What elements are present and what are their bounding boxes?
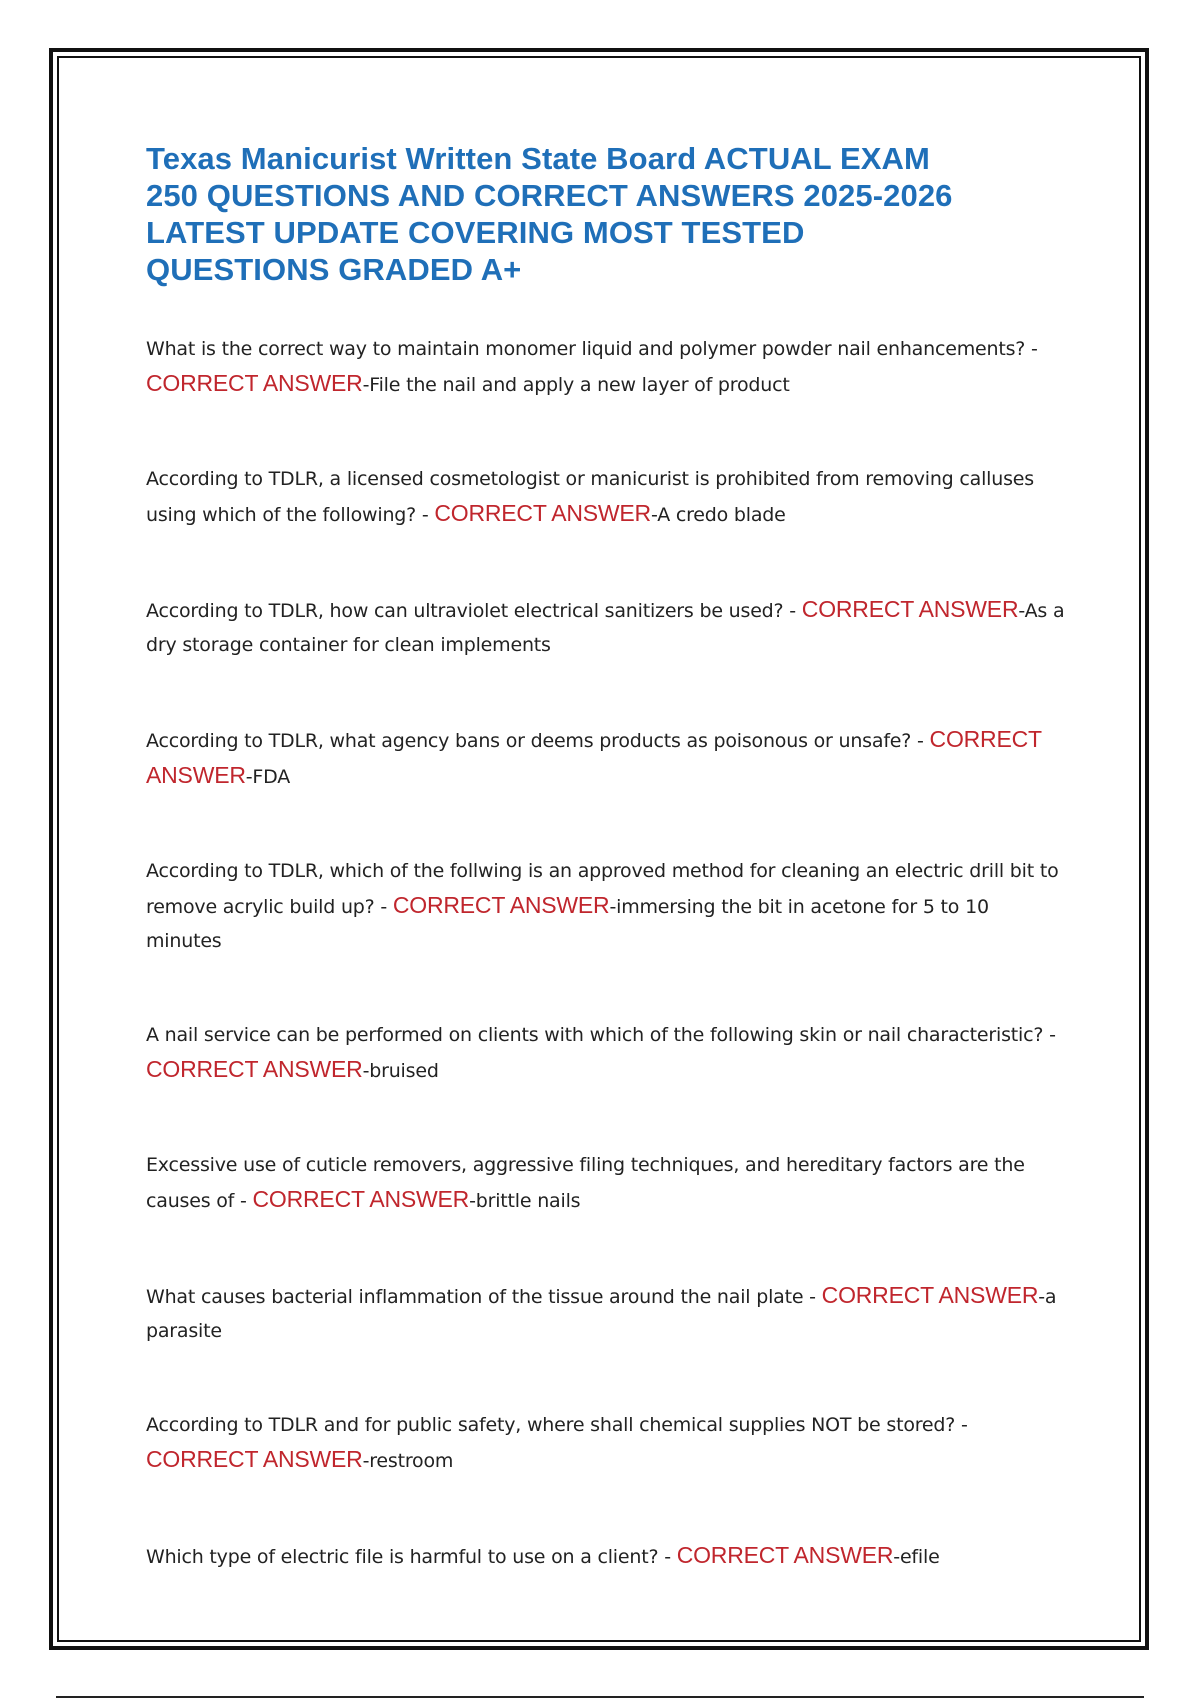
correct-answer-label: CORRECT ANSWER bbox=[146, 726, 1042, 788]
document-content bbox=[146, 140, 1066, 1574]
separator: - bbox=[1043, 1024, 1056, 1046]
qa-item bbox=[146, 592, 1066, 662]
question-text: According to TDLR and for public safety, where shall chemical supplies NOT be stored? bbox=[146, 1414, 956, 1436]
answer-dash: - bbox=[1038, 1286, 1045, 1308]
separator: - bbox=[955, 1414, 968, 1436]
answer-text: FDA bbox=[252, 766, 291, 788]
answer-text: File the nail and apply a new layer of product bbox=[369, 374, 790, 396]
qa-item bbox=[146, 462, 1066, 532]
answer-dash: - bbox=[609, 896, 617, 918]
answer-dash: - bbox=[893, 1546, 900, 1568]
qa-item bbox=[146, 722, 1066, 794]
separator: - bbox=[783, 600, 802, 622]
answer-dash: - bbox=[362, 1060, 370, 1082]
correct-answer-label: CORRECT ANSWER bbox=[801, 596, 1019, 622]
correct-answer-label: CORRECT ANSWER bbox=[252, 1186, 470, 1212]
qa-item bbox=[146, 1278, 1066, 1348]
separator: - bbox=[803, 1286, 822, 1308]
correct-answer-label: CORRECT ANSWER bbox=[146, 1056, 363, 1082]
question-text: According to TDLR, what agency bans or deems products as poisonous or unsafe? bbox=[146, 730, 912, 752]
question-text: Which type of electric file is harmful to use on a client? bbox=[146, 1546, 659, 1568]
qa-item bbox=[146, 1018, 1066, 1088]
answer-dash: - bbox=[469, 1190, 476, 1212]
answer-text: a parasite bbox=[146, 1286, 1057, 1342]
title-line: 250 QUESTIONS AND CORRECT ANSWERS 2025-2026 bbox=[146, 178, 953, 213]
question-text: According to TDLR, a licensed cosmetologist or manicurist is prohibited from removing calluses using which of the following? bbox=[146, 468, 1034, 526]
answer-dash: - bbox=[362, 374, 370, 396]
question-text: According to TDLR, how can ultraviolet electrical sanitizers be used? bbox=[146, 600, 784, 622]
separator: - bbox=[658, 1546, 677, 1568]
answer-dash: - bbox=[650, 504, 658, 526]
answer-text: As a dry storage container for clean implements bbox=[146, 600, 1065, 656]
title-line: LATEST UPDATE COVERING MOST TESTED bbox=[146, 215, 805, 250]
separator: - bbox=[234, 1190, 253, 1212]
correct-answer-label: CORRECT ANSWER bbox=[146, 370, 363, 396]
title-line: Texas Manicurist Written State Board ACTUAL EXAM bbox=[146, 141, 930, 176]
answer-text: A credo blade bbox=[657, 504, 786, 526]
question-text: What causes bacterial inflammation of the tissue around the nail plate bbox=[146, 1286, 804, 1308]
qa-item bbox=[146, 332, 1066, 402]
question-text: Excessive use of cuticle removers, aggressive filing techniques, and hereditary factors are the causes of bbox=[146, 1154, 1025, 1212]
qa-item bbox=[146, 1148, 1066, 1218]
correct-answer-label: CORRECT ANSWER bbox=[676, 1542, 894, 1568]
answer-text: restroom bbox=[369, 1450, 454, 1472]
answer-dash: - bbox=[362, 1450, 370, 1472]
page-bottom-rule bbox=[56, 1696, 1144, 1698]
answer-dash: - bbox=[245, 766, 253, 788]
correct-answer-label: CORRECT ANSWER bbox=[821, 1282, 1039, 1308]
correct-answer-label: CORRECT ANSWER bbox=[146, 1446, 363, 1472]
question-text: According to TDLR, which of the follwing is an approved method for cleaning an electric drill bit to remove acrylic build up? bbox=[146, 860, 1059, 918]
answer-dash: - bbox=[1018, 600, 1025, 622]
question-text: What is the correct way to maintain monomer liquid and polymer powder nail enhancements? bbox=[146, 338, 1026, 360]
correct-answer-label: CORRECT ANSWER bbox=[392, 892, 610, 918]
answer-text: brittle nails bbox=[475, 1190, 581, 1212]
answer-text: efile bbox=[899, 1546, 940, 1568]
separator: - bbox=[911, 730, 930, 752]
separator: - bbox=[416, 504, 435, 526]
correct-answer-label: CORRECT ANSWER bbox=[434, 500, 651, 526]
qa-item bbox=[146, 854, 1066, 958]
title-line: QUESTIONS GRADED A+ bbox=[146, 252, 522, 287]
separator: - bbox=[1025, 338, 1038, 360]
question-text: A nail service can be performed on clients with which of the following skin or nail characteristic? bbox=[146, 1024, 1044, 1046]
answer-text: bruised bbox=[369, 1060, 439, 1082]
qa-item bbox=[146, 1538, 1066, 1574]
separator: - bbox=[374, 896, 393, 918]
document-title bbox=[146, 140, 1066, 288]
qa-item bbox=[146, 1408, 1066, 1478]
answer-text: immersing the bit in acetone for 5 to 10 minutes bbox=[146, 896, 989, 952]
